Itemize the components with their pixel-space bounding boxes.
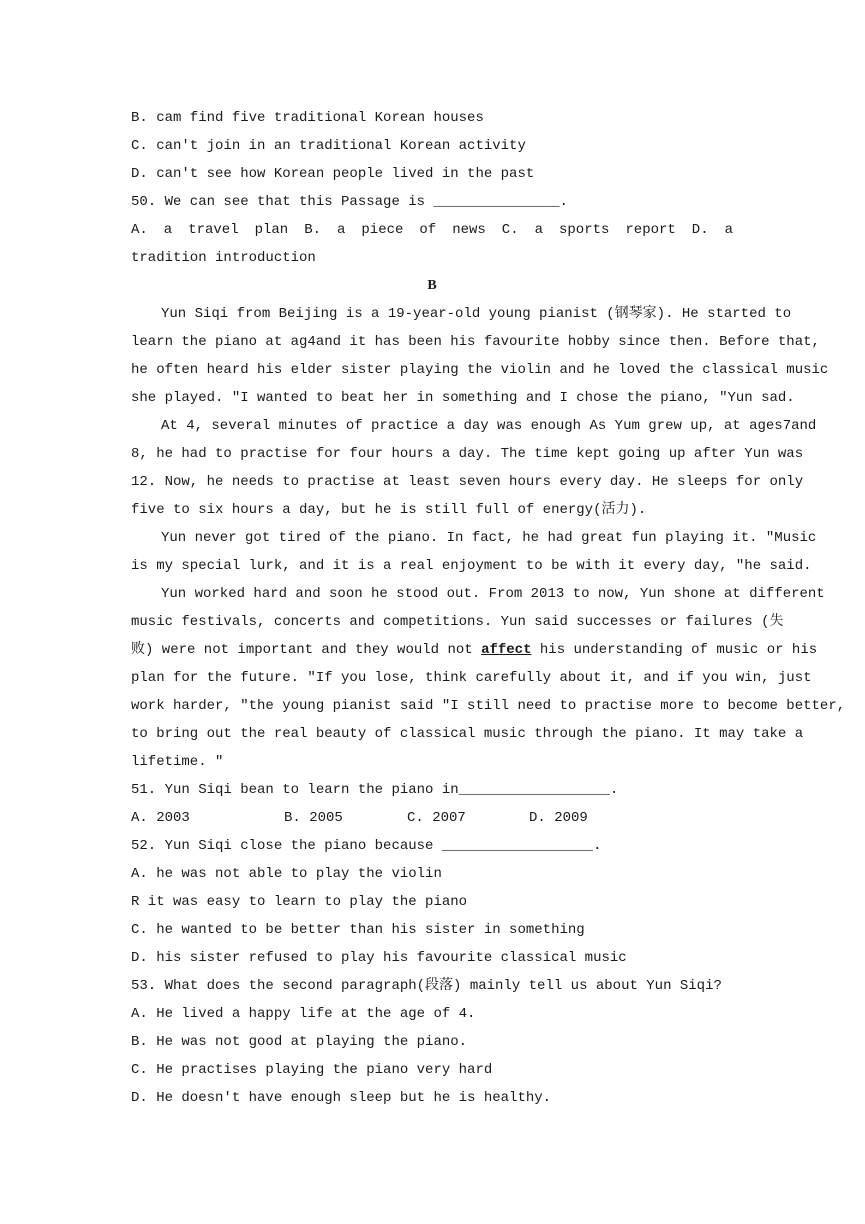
passage-p2-line: 12. Now, he needs to practise at least seven hours every day. He sleeps for only [131, 474, 804, 490]
passage-p4-affect-line [131, 636, 818, 664]
q50-options-line2: tradition introduction [131, 250, 316, 266]
affect-line-after: his understanding of music or his [531, 642, 818, 658]
affect-line-before: 败) were not important and they would not [131, 642, 482, 658]
q53-option-b: B. He was not good at playing the piano. [131, 1034, 468, 1050]
underlined-word-affect: affect [481, 642, 532, 658]
q49-option-d: D. can't see how Korean people lived in the past [131, 166, 535, 182]
passage-p1-line: he often heard his elder sister playing the violin and he loved the classical music [131, 362, 829, 378]
q53-option-a: A. He lived a happy life at the age of 4. [131, 1006, 476, 1022]
q52-option-a: A. he was not able to play the violin [131, 866, 442, 882]
q52-option-c: C. he wanted to be better than his sister in something [131, 922, 585, 938]
q52-option-b: R it was easy to learn to play the piano [131, 894, 468, 910]
q51-option-a: A. 2003 [131, 810, 190, 826]
q52-stem: 52. Yun Siqi close the piano because __________________. [131, 838, 602, 854]
q51-stem: 51. Yun Siqi bean to learn the piano in__________________. [131, 782, 619, 798]
passage-p3-line: is my special lurk, and it is a real enjoyment to be with it every day, "he said. [131, 558, 812, 574]
passage-p4-line: lifetime. " [131, 754, 224, 770]
passage-p4-line: Yun worked hard and soon he stood out. From 2013 to now, Yun shone at different [161, 586, 825, 602]
q52-option-d: D. his sister refused to play his favourite classical music [131, 950, 627, 966]
passage-p4-line: work harder, "the young pianist said "I still need to practise more to become better, [131, 698, 846, 714]
passage-p4-line: plan for the future. "If you lose, think carefully about it, and if you win, just [131, 670, 812, 686]
q50-options-line1: A. a travel plan B. a piece of news C. a sports report D. a [131, 222, 733, 238]
q51-option-c: C. 2007 [407, 810, 466, 826]
q51-options [131, 804, 733, 832]
q49-option-b: B. cam find five traditional Korean houses [131, 110, 484, 126]
passage-p3-line: Yun never got tired of the piano. In fact, he had great fun playing it. "Music [161, 530, 817, 546]
section-heading: B [427, 278, 437, 293]
passage-p2-line: At 4, several minutes of practice a day was enough As Yum grew up, at ages7and [161, 418, 817, 434]
q51-option-b: B. 2005 [284, 810, 343, 826]
exam-page [131, 104, 846, 1112]
q53-stem: 53. What does the second paragraph(段落) mainly tell us about Yun Siqi? [131, 978, 722, 994]
passage-p1-line: learn the piano at ag4and it has been his favourite hobby since then. Before that, [131, 334, 820, 350]
q49-option-c: C. can't join in an traditional Korean activity [131, 138, 526, 154]
q53-option-c: C. He practises playing the piano very hard [131, 1062, 493, 1078]
passage-p2-line: five to six hours a day, but he is still full of energy(活力). [131, 502, 647, 518]
passage-p1-line: she played. "I wanted to beat her in something and I chose the piano, "Yun sad. [131, 390, 795, 406]
passage-p4-line: music festivals, concerts and competitions. Yun said successes or failures (失 [131, 614, 784, 630]
q51-option-d: D. 2009 [529, 810, 588, 826]
q53-option-d: D. He doesn't have enough sleep but he is healthy. [131, 1090, 552, 1106]
passage-p4-line: to bring out the real beauty of classical music through the piano. It may take a [131, 726, 804, 742]
passage-p2-line: 8, he had to practise for four hours a day. The time kept going up after Yun was [131, 446, 804, 462]
passage-p1-line: Yun Siqi from Beijing is a 19-year-old young pianist (钢琴家). He started to [161, 306, 792, 322]
q50-stem: 50. We can see that this Passage is _______________. [131, 194, 568, 210]
